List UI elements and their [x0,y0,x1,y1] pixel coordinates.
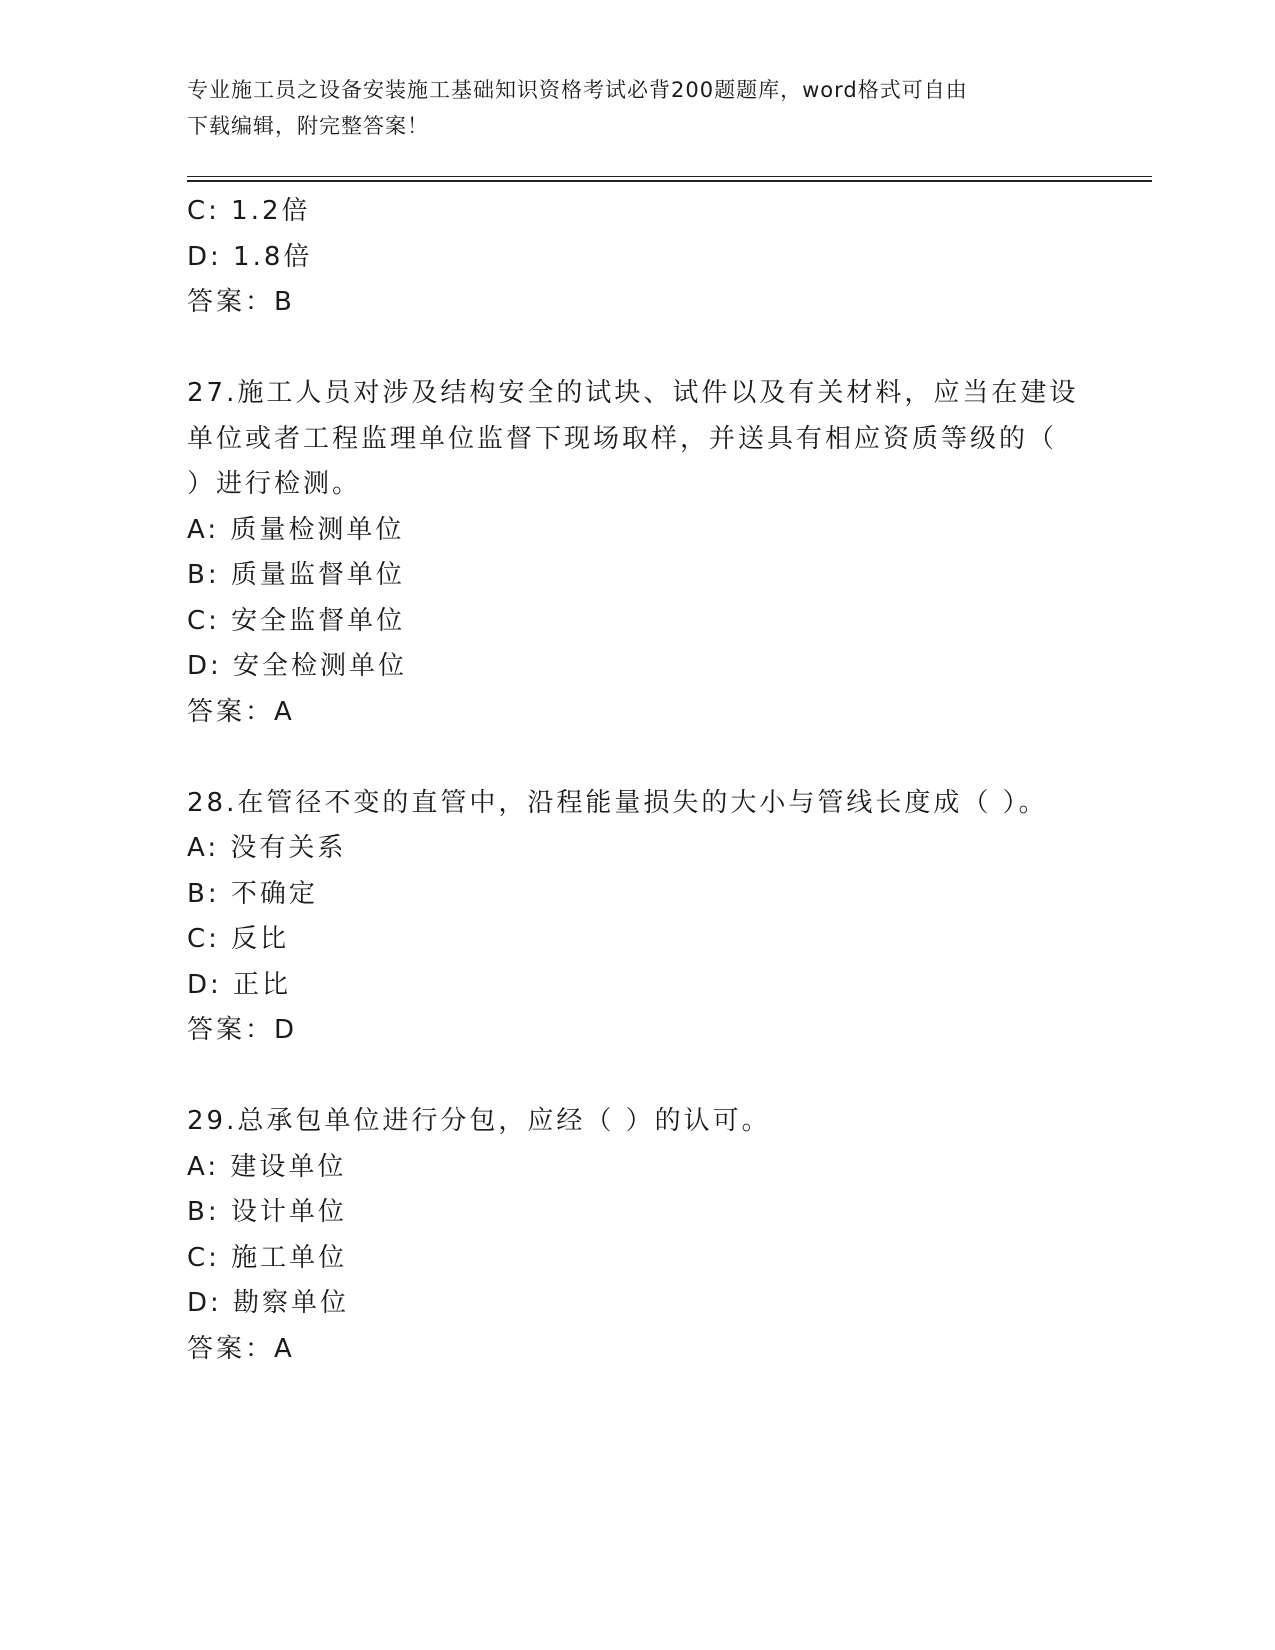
answer: 答案：A [187,1333,295,1364]
question-text-line-1: 29.总承包单位进行分包，应经（ ）的认可。 [187,1106,771,1136]
header-title-line-2: 下载编辑，附完整答案！ [187,114,429,138]
option-d: D: 安全检测单位 [187,651,408,681]
option-a: A: 建设单位 [187,1151,347,1182]
question-text-line-3: ）进行检测。 [187,469,362,499]
spacer [187,1054,1067,1100]
option-c: C: 施工单位 [187,1242,348,1273]
document-header [187,72,1087,144]
option-b: B: 设计单位 [187,1197,347,1227]
option-c: C: 反比 [187,924,290,954]
question-28 [187,781,1067,1054]
option-c: C: 安全监督单位 [187,605,406,636]
question-27 [187,371,1079,735]
header-title-line-1: 专业施工员之设备安装施工基础知识资格考试必背200题题库，word格式可自由 [187,78,968,102]
spacer [187,735,1067,781]
question-29 [187,1099,1067,1372]
option-d: D: 正比 [187,969,292,1000]
option-d: D: 1.8倍 [187,241,313,272]
previous-question [187,189,1067,326]
option-a: A: 没有关系 [187,833,347,863]
answer: 答案：D [187,1015,298,1045]
question-text-line-1: 27.施工人员对涉及结构安全的试块、试件以及有关材料，应当在建设 [187,378,1079,408]
option-a: A: 质量检测单位 [187,514,405,545]
header-divider-thin [187,176,1152,177]
option-b: B: 质量监督单位 [187,560,405,590]
question-content [187,189,1079,1372]
option-b: B: 不确定 [187,878,318,909]
question-text-line-1: 28.在管径不变的直管中，沿程能量损失的大小与管线长度成（ ）。 [187,787,1048,818]
header-divider-thick [187,180,1152,182]
spacer [187,326,1067,372]
option-d: D: 勘察单位 [187,1288,350,1318]
answer: 答案：B [187,287,295,317]
option-c: C: 1.2倍 [187,196,311,226]
answer: 答案：A [187,696,295,727]
question-text-line-2: 单位或者工程监理单位监督下现场取样，并送具有相应资质等级的（ [187,423,1058,454]
